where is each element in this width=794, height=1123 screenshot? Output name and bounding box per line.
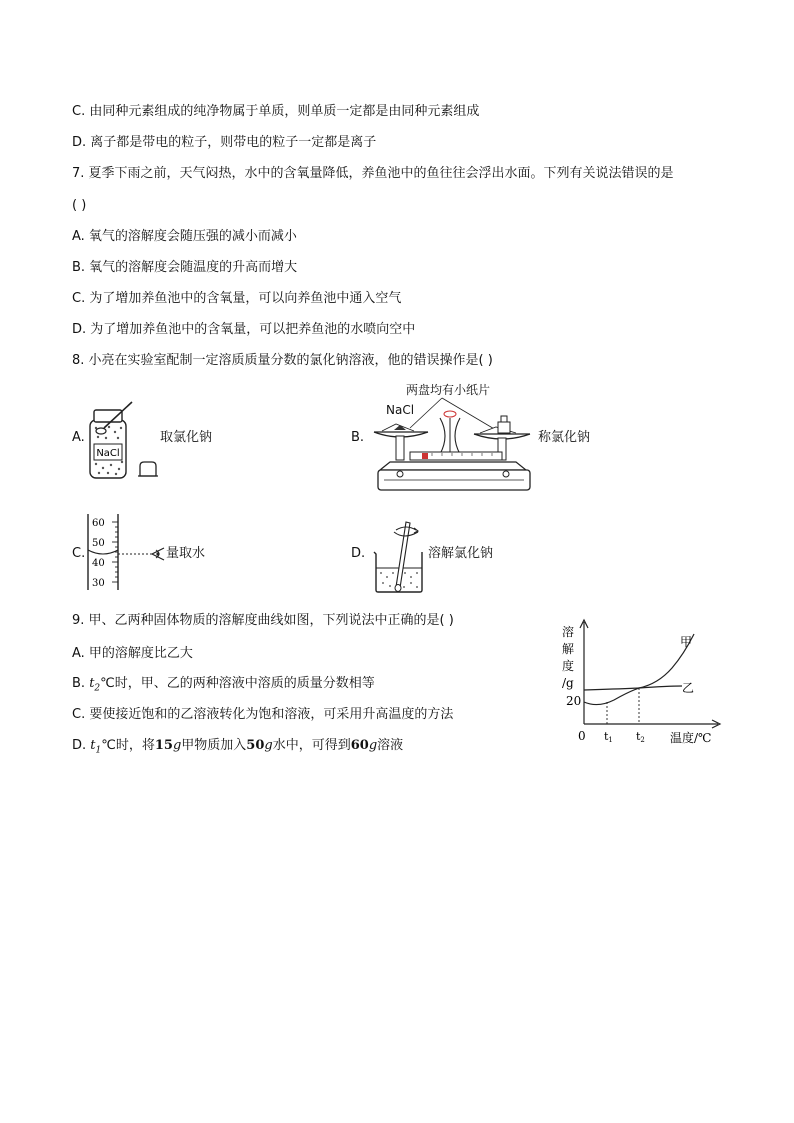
q9-option-d-unit3: g <box>368 738 378 753</box>
q9-option-d-t: t <box>90 738 96 753</box>
q8-c-caption: 量取水 <box>166 546 206 561</box>
q7-option-a: A. 氧气的溶解度会随压强的减小而减小 <box>72 229 297 244</box>
x-axis-label: 温度/℃ <box>670 731 712 745</box>
series-jia-label: 甲 <box>680 635 693 649</box>
q6-option-d: D. 离子都是带电的粒子，则带电的粒子一定都是离子 <box>72 135 377 150</box>
reagent-bottle-figure <box>82 398 162 484</box>
q9-option-d-unit1: g <box>172 738 182 753</box>
q9-option-d-text2: 甲物质加入 <box>181 738 247 753</box>
q9-option-b <box>72 676 375 697</box>
q8-b-letter: B. <box>351 430 365 445</box>
q9-option-d-text1: ℃时，将 <box>101 738 155 753</box>
ylabel-char-2: 解 <box>562 642 575 656</box>
series-yi-curve <box>584 686 682 690</box>
q9-option-d-num3: 60 <box>350 738 369 753</box>
cylinder-tick-50: 50 <box>92 538 105 549</box>
q9-option-c: C. 要使接近饱和的乙溶液转化为饱和溶液，可采用升高温度的方法 <box>72 707 454 722</box>
series-yi-label: 乙 <box>682 681 695 695</box>
q9-option-d-unit2: g <box>264 738 273 753</box>
q9-option-d-letter: D. <box>72 738 91 753</box>
q9-option-b-letter: B. <box>72 676 90 691</box>
cylinder-tick-40: 40 <box>92 558 105 569</box>
y-tick-20: 20 <box>566 694 582 708</box>
q8-a-caption: 取氯化钠 <box>160 430 213 445</box>
q9-option-b-text: ℃时，甲、乙的两种溶液中溶质的质量分数相等 <box>100 676 375 691</box>
q9-option-d-text3: 水中，可得到 <box>272 738 351 753</box>
balance-figure <box>370 396 540 496</box>
q9-option-a: A. 甲的溶解度比乙大 <box>72 646 193 661</box>
q7-option-d: D. 为了增加养鱼池中的含氧量，可以把养鱼池的水喷向空中 <box>72 322 416 337</box>
ylabel-char-4: /g <box>562 676 574 690</box>
q6-option-c: C. 由同种元素组成的纯净物属于单质，则单质一定都是由同种元素组成 <box>72 104 480 119</box>
q9-option-d-num2: 50 <box>246 738 265 753</box>
ylabel-char-1: 溶 <box>562 625 575 639</box>
q9-option-d-sub: 1 <box>95 745 102 756</box>
q7-stem: 7. 夏季下雨之前，天气闷热，水中的含氧量降低，养鱼池中的鱼往往会浮出水面。下列有关说法错误的是 <box>72 166 674 181</box>
q7-option-c: C. 为了增加养鱼池中的含氧量，可以向养鱼池中通入空气 <box>72 291 402 306</box>
cylinder-tick-60: 60 <box>92 518 105 529</box>
q8-stem: 8. 小亮在实验室配制一定溶质质量分数的氯化钠溶液，他的错误操作是( ) <box>72 353 493 368</box>
origin-label: 0 <box>578 729 586 743</box>
solubility-chart <box>558 612 728 752</box>
q8-b-caption: 称氯化钠 <box>538 430 591 445</box>
q8-d-letter: D. <box>351 546 366 561</box>
beaker-stirring-figure <box>370 518 430 594</box>
q8-a-letter: A. <box>72 430 85 445</box>
q9-option-d-num1: 15 <box>154 738 173 753</box>
q8-d-caption: 溶解氯化钠 <box>428 546 494 561</box>
cylinder-tick-30: 30 <box>92 578 105 589</box>
ylabel-char-3: 度 <box>562 659 575 673</box>
q7-option-b: B. 氧气的溶解度会随温度的升高而增大 <box>72 260 298 275</box>
q9-option-d-text4: 溶液 <box>377 738 404 753</box>
q9-option-b-sub: 2 <box>94 683 101 694</box>
x-tick-t1: t1 <box>604 730 613 744</box>
x-tick-t2: t2 <box>636 730 645 744</box>
q8-b-nacl: NaCl <box>386 403 415 417</box>
q9-option-b-t: t <box>89 676 95 691</box>
bottle-label: NaCl <box>96 448 120 459</box>
q8-c-letter: C. <box>72 546 86 561</box>
q7-bracket: ( ) <box>72 198 87 213</box>
measuring-cylinder-figure <box>84 512 174 592</box>
q8-b-note: 两盘均有小纸片 <box>406 383 491 397</box>
q9-stem: 9. 甲、乙两种固体物质的溶解度曲线如图，下列说法中正确的是( ) <box>72 613 454 628</box>
q9-option-d <box>72 738 403 759</box>
